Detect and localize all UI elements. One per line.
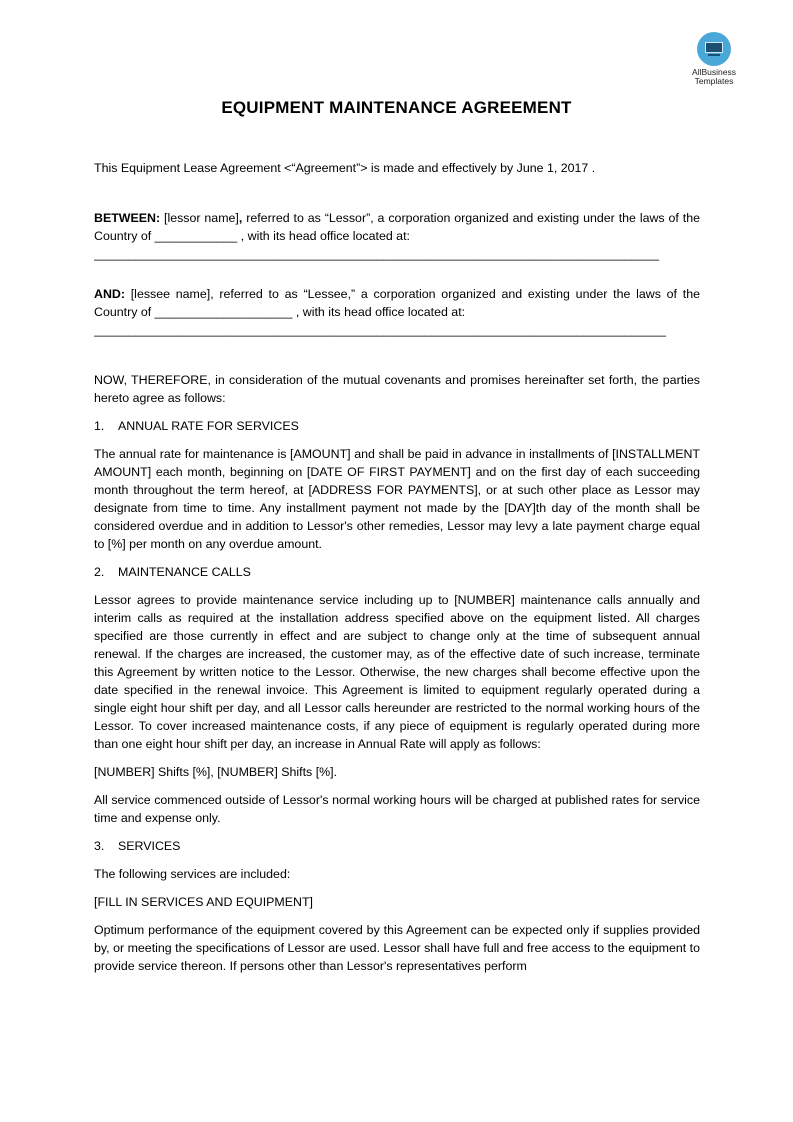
brand-name-line2: Templates — [694, 76, 734, 86]
section-3-paragraph-3: Optimum performance of the equipment covered by this Agreement can be expected only if supplies provided by, or meeting the specifications of Lessor are used. Lessor shall have full and free access to the equipment to provide service thereon. If persons other than Lessor's representatives perform — [94, 923, 700, 973]
between-paragraph — [94, 209, 700, 245]
and-text: [lessee name], referred to as “Lessee,” a corporation organized and existing under the laws of the Country of ____________________ , with its head office located at: — [94, 287, 700, 319]
section-1-title: ANNUAL RATE FOR SERVICES — [118, 419, 299, 433]
document-title: EQUIPMENT MAINTENANCE AGREEMENT — [221, 98, 572, 117]
section-2-paragraph-1: Lessor agrees to provide maintenance service including up to [NUMBER] maintenance calls annually and interim calls as required at the installation address specified above on the equipment listed. All charges specified are those currently in effect and are subject to change only at the time of subsequent annual renewal. If the charges are increased, the customer may, as of the effective date of such increase, terminate this Agreement by written notice to the Lessor. Otherwise, the new charges shall become effective upon the date specified in the renewal invoice. This Agreement is limited to equipment regularly operated during a single eight hour shift per day, and all Lessor calls hereunder are restricted to the normal working hours of the Lessor. To cover increased maintenance costs, if any piece of equipment is regularly operated during more than one eight hour shift per day, an increase in Annual Rate will apply as follows: — [94, 593, 700, 751]
section-1-number: 1. — [94, 419, 105, 433]
section-2-number: 2. — [94, 565, 105, 579]
section-3-heading — [94, 837, 700, 855]
brand-name-line1: AllBusiness — [692, 67, 736, 77]
section-2-heading — [94, 563, 700, 581]
lessor-address-line: __________________________________________________________________________________ — [94, 247, 660, 261]
between-label: BETWEEN: — [94, 211, 161, 225]
section-2-title: MAINTENANCE CALLS — [118, 565, 251, 579]
section-3-number: 3. — [94, 839, 105, 853]
intro-paragraph: This Equipment Lease Agreement <“Agreement”> is made and effectively by June 1, 2017 . — [94, 161, 596, 175]
between-text: referred to as “Lessor”, a corporation organized and existing under the laws of the Country of ____________ , with its head office located at: — [94, 211, 700, 243]
section-2-paragraph-2: [NUMBER] Shifts [%], [NUMBER] Shifts [%]. — [94, 765, 338, 779]
and-label: AND: — [94, 287, 125, 301]
section-1-heading — [94, 417, 700, 435]
document-body — [94, 159, 700, 975]
section-3-title: SERVICES — [118, 839, 181, 853]
section-1-paragraph: The annual rate for maintenance is [AMOUNT] and shall be paid in advance in installments of [INSTALLMENT AMOUNT] each month, beginning on [DATE OF FIRST PAYMENT] and on the first day of each succeeding month throughout the term hereof, at [ADDRESS FOR PAYMENTS], or at such other place as Lessor may designate from time to time. Any installment payment not made by the [DAY]th day of the month shall be considered overdue and in addition to Lessor's other remedies, Lessor may levy a late payment charge equal to [%] per month on any overdue amount. — [94, 447, 700, 551]
laptop-icon — [697, 32, 731, 66]
therefore-paragraph: NOW, THEREFORE, in consideration of the mutual covenants and promises hereinafter set forth, the parties hereto agree as follows: — [94, 373, 700, 405]
lessor-name: [lessor name] — [160, 211, 239, 225]
and-paragraph — [94, 285, 700, 321]
between-comma: , — [238, 211, 243, 225]
section-3-paragraph-1: The following services are included: — [94, 867, 291, 881]
brand-name — [684, 68, 744, 86]
lessee-address-line: ___________________________________________________________________________________ — [94, 323, 666, 337]
brand-logo — [684, 32, 744, 86]
section-2-paragraph-3: All service commenced outside of Lessor's normal working hours will be charged at published rates for service time and expense only. — [94, 793, 700, 825]
section-3-paragraph-2: [FILL IN SERVICES AND EQUIPMENT] — [94, 895, 313, 909]
